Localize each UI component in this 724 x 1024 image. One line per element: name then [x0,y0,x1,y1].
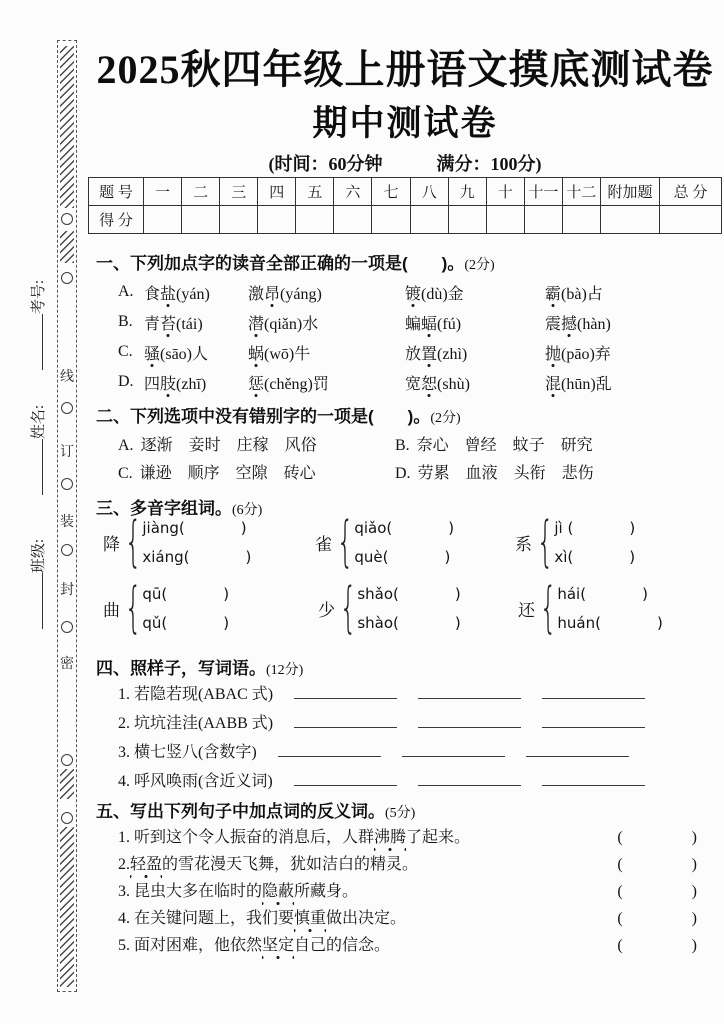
q1-item: 潜(qiǎn)水 [248,311,405,334]
answer-parens: ( ) [617,937,698,954]
score-cell [524,206,562,234]
q3-points: (6分) [232,503,263,518]
q1-heading-text: 一、下列加点字的读音全部正确的一项是( )。 [96,254,465,273]
hanzi: 系 [515,534,532,554]
answer-parens: ( ) [617,829,698,846]
score-cell [182,206,220,234]
q4-points: (12分) [266,663,304,678]
option-words: 谦逊 顺序 空隙 砖心 [139,464,316,482]
hanzi: 还 [518,600,535,620]
q1-points: (2分) [464,258,495,273]
polyphone-group: 还 { hái( ) huán( ) [518,576,663,639]
dotted-char: 置 [421,346,437,368]
dotted-word: 坚定 [262,932,294,960]
dotted-word: 轻盈 [130,851,162,879]
answer-parens: ( ) [617,910,698,927]
hanzi: 降 [103,534,120,554]
hanzi: 雀 [315,534,332,554]
hatch-marks [60,231,74,263]
option-label: D. [118,373,134,390]
q5-sentence: 5. 面对困难，他依然 坚定 自己的信念。 ( ) [118,932,698,959]
q1-item: 青苔(tái) [144,311,248,334]
fill-in-blank [294,727,397,728]
q4-item [118,768,718,796]
student-name-writing-line [41,439,43,495]
col-header: 七 [372,178,410,206]
score-table [88,177,722,234]
page-title: 2025秋四年级上册语文摸底测试卷 [96,47,714,92]
option-label: A. [118,436,134,454]
dotted-char: 蝠 [421,316,437,338]
exam-number-writing-line [41,314,43,370]
score-table-score-row [89,206,722,234]
option-words: 奈心 曾经 蚊子 研究 [416,436,593,454]
option-words: 逐渐 妾时 庄稼 风俗 [140,436,317,454]
q2-option [118,460,395,483]
hatch-marks [60,827,74,987]
hatch-marks [60,769,74,799]
seal-circle-icon [61,478,73,490]
fill-in-blank [418,698,521,699]
option-label: A. [118,283,134,300]
dotted-word: 隐蔽 [262,878,294,906]
col-header: 六 [334,178,372,206]
q2-options [118,429,718,485]
seal-circle-icon [61,812,73,824]
seal-char-ding: 订 [60,445,74,460]
score-cell [372,206,410,234]
score-label: 得 分 [89,206,144,234]
option-label: C. [118,464,133,482]
option-label: D. [395,464,411,482]
q4-item-text: 3. 横七竖八(含数字) [118,744,257,761]
seal-circle-icon [61,544,73,556]
q1-item: 镀(dù)金 [405,281,545,304]
col-header: 五 [296,178,334,206]
seal-circle-icon [61,402,73,414]
dotted-char: 骚 [144,346,160,368]
q2-heading [96,402,461,427]
q1-item: 抛(pāo)弃 [545,341,718,364]
q4-item-text: 2. 坑坑洼洼(AABB 式) [118,715,274,732]
exam-number-label [27,280,49,390]
score-cell [601,206,660,234]
col-header: 九 [448,178,486,206]
fill-in-blank [294,785,397,786]
col-header: 附加题 [601,178,660,206]
col-header: 八 [410,178,448,206]
dotted-word: 沸腾 [374,824,406,852]
q5-heading-text: 五、写出下列句子中加点词的反义词。 [96,802,385,821]
dotted-word: 慎重 [294,905,326,933]
class-writing-line [41,573,43,629]
polyphone-group: 系 { jì ( ) xì( ) [515,510,636,573]
polyphone-group: 降 { jiàng( ) xiáng( ) [103,510,252,573]
answer-parens: ( ) [617,883,698,900]
seal-char-zhuang: 装 [60,515,74,530]
page-subtitle: 期中测试卷 [312,104,498,143]
q2-heading-text: 二、下列选项中没有错别字的一项是( )。 [96,407,431,426]
q2-option [118,432,395,455]
q4-item [118,739,718,767]
polyphone-group: 雀 { qiǎo( ) què( ) [315,510,455,573]
q4-heading [96,654,303,679]
q1-item: 惩(chěng)罚 [248,371,405,394]
score-cell [448,206,486,234]
dotted-char: 霸 [545,286,561,308]
q1-item: 骚(sāo)人 [144,341,248,364]
q1-item: 混(hūn)乱 [545,371,718,394]
brace-glyph: { [339,576,357,639]
q2-option [395,460,718,483]
col-header: 一 [144,178,182,206]
brace-glyph: { [124,576,142,639]
fill-in-blank [418,727,521,728]
q3-heading-text: 三、多音字组词。 [96,499,232,518]
col-header: 总 分 [660,178,722,206]
q1-options [118,277,718,397]
q5-heading [96,797,415,822]
score-cell [334,206,372,234]
student-name-label [27,405,49,515]
answer-parens: ( ) [617,856,698,873]
dotted-char: 潜 [248,316,264,338]
fill-in-blank [402,756,505,757]
q4-items [118,681,718,797]
col-header: 三 [220,178,258,206]
option-words: 劳累 血液 头衔 悲伤 [417,464,594,482]
q1-item: 激昂(yáng) [248,281,405,304]
score-cell [144,206,182,234]
dotted-char: 苔 [160,316,176,338]
seal-char-feng: 封 [60,583,74,598]
hanzi: 少 [318,600,335,620]
q1-item: 放置(zhì) [405,341,545,364]
seal-char-mi: 密 [60,657,74,672]
student-name-text: 姓名: [31,405,47,440]
option-label: B. [118,313,133,330]
dotted-char: 抛 [545,346,561,368]
q4-heading-text: 四、照样子，写词语。 [96,659,266,678]
fill-in-blank [418,785,521,786]
score-cell [486,206,524,234]
score-table-header-row [89,178,722,206]
q1-item: 霸(bà)占 [545,281,718,304]
hanzi: 曲 [103,600,120,620]
dotted-char: 混 [545,376,561,398]
seal-circle-icon [61,213,73,225]
exam-number-text: 考号: [31,280,47,315]
seal-circle-icon [61,272,73,284]
q2-option [395,432,718,455]
hatch-marks [60,46,74,208]
fill-in-blank [542,785,645,786]
dotted-char: 盐 [160,286,176,308]
fill-in-blank [526,756,629,757]
q1-item: 蝙蝠(fú) [405,311,545,334]
polyphone-group: 曲 { qū( ) qǔ( ) [103,576,230,639]
fill-in-blank [278,756,381,757]
q4-item-text: 1. 若隐若现(ABAC 式) [118,686,274,703]
brace-glyph: { [536,510,554,573]
q1-heading [96,249,495,274]
fill-in-blank [542,698,645,699]
q5-sentence: 2. 轻盈 的雪花漫天飞舞，犹如洁白的精灵。 ( ) [118,851,698,878]
dotted-char: 肢 [160,376,176,398]
q2-points: (2分) [430,411,461,426]
score-cell [296,206,334,234]
exam-info: (时间：60分钟 满分：100分) [268,154,542,174]
brace-glyph: { [124,510,142,573]
seal-circle-icon [61,754,73,766]
score-cell [410,206,448,234]
q4-item [118,681,718,709]
dotted-char: 镀 [405,286,421,308]
q1-item: 宽恕(shù) [405,371,545,394]
option-label: B. [395,436,410,454]
col-header: 十二 [562,178,600,206]
score-cell [220,206,258,234]
class-label [27,539,49,649]
q1-item: 蜗(wō)牛 [248,341,405,364]
col-header: 十一 [524,178,562,206]
seal-circle-icon [61,621,73,633]
q5-points: (5分) [385,806,416,821]
question-number-label: 题 号 [89,178,144,206]
option-label: C. [118,343,133,360]
q5-items [118,824,698,959]
score-cell [660,206,722,234]
class-text: 班级: [31,539,47,574]
q4-item [118,710,718,738]
fill-in-blank [542,727,645,728]
score-cell [562,206,600,234]
q4-item-text: 4. 呼风唤雨(含近义词) [118,773,273,790]
dotted-char: 昂 [264,286,280,308]
brace-glyph: { [539,576,557,639]
brace-glyph: { [336,510,354,573]
q5-sentence: 3. 昆虫大多在临时的 隐蔽 所藏身。 ( ) [118,878,698,905]
seal-char-xian: 线 [60,370,74,385]
score-cell [258,206,296,234]
col-header: 四 [258,178,296,206]
dotted-char: 恕 [421,376,437,398]
q5-sentence: 1. 听到这个令人振奋的消息后，人群 沸腾 了起来。 ( ) [118,824,698,851]
fill-in-blank [294,698,397,699]
dotted-char: 蜗 [248,346,264,368]
q1-item: 食盐(yán) [144,281,248,304]
dotted-char: 撼 [561,316,577,338]
polyphone-group: 少 { shǎo( ) shào( ) [318,576,461,639]
dotted-char: 惩 [248,376,264,398]
seal-line-strip [57,40,77,992]
col-header: 十 [486,178,524,206]
q1-item: 四肢(zhī) [144,371,248,394]
q1-item: 震撼(hàn) [545,311,718,334]
col-header: 二 [182,178,220,206]
q5-sentence: 4. 在关键问题上，我们要 慎重 做出决定。 ( ) [118,905,698,932]
